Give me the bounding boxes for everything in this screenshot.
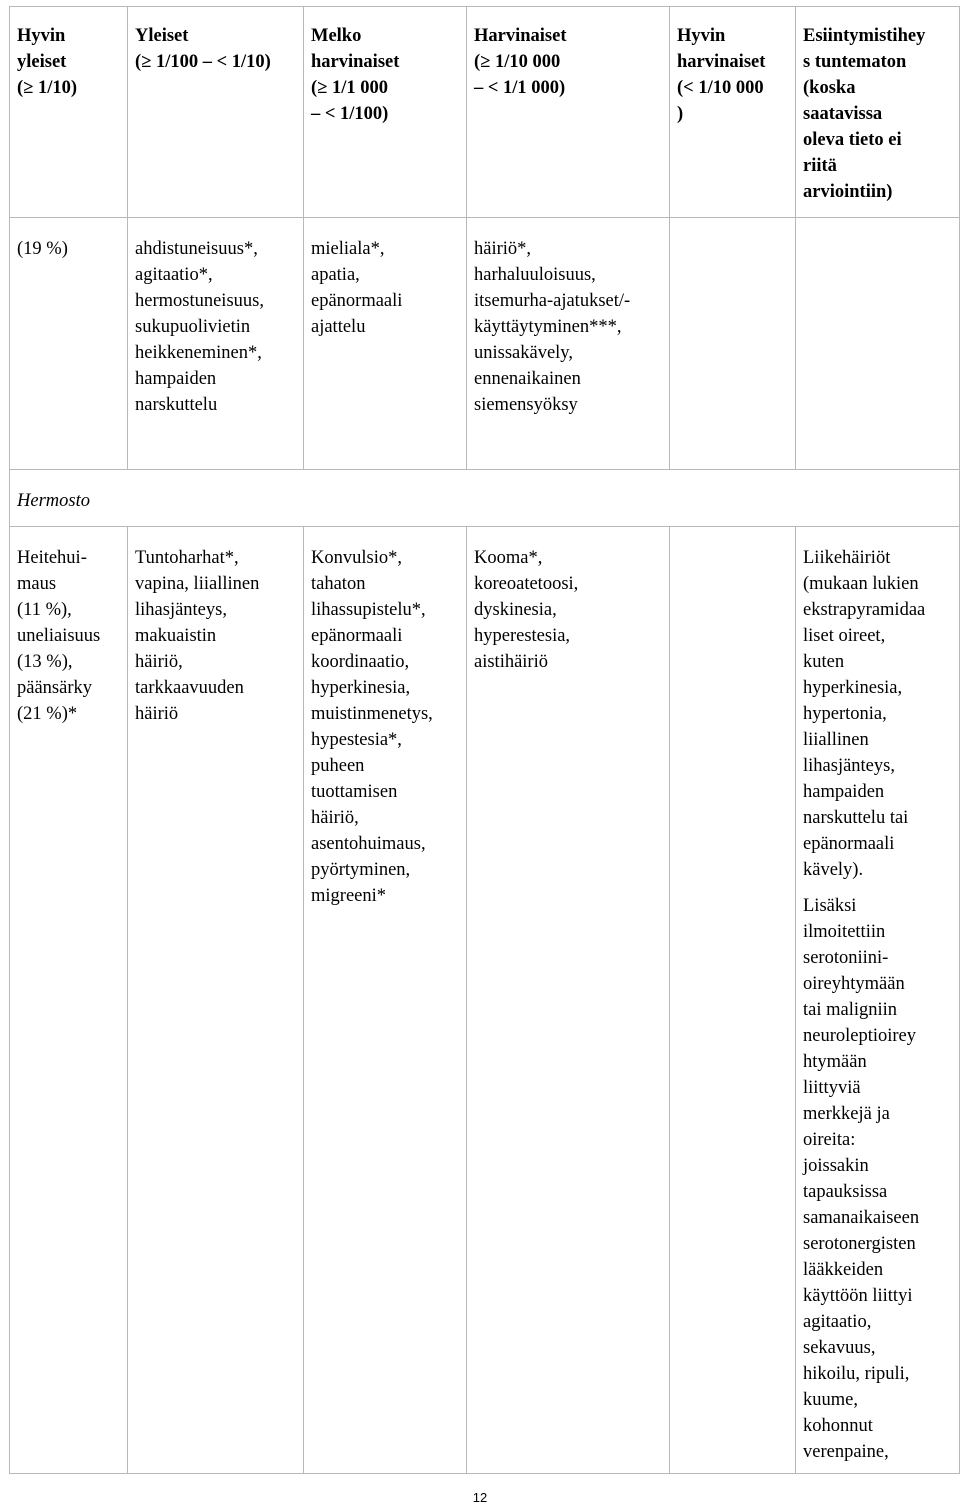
text-line: merkkejä ja [803, 1104, 890, 1124]
adverse-reactions-table [9, 6, 960, 1474]
text-line: (< 1/10 000 [677, 78, 764, 98]
section-row [10, 470, 960, 527]
text-line: unissakävely, [474, 343, 573, 363]
text-line: Tuntoharhat*, [135, 548, 239, 568]
text-line: oireita: [803, 1130, 856, 1150]
text-line: liset oireet, [803, 626, 886, 646]
text-line: Hyvin [677, 26, 726, 46]
text-line: pyörtyminen, [311, 860, 411, 880]
text-line: uneliaisuus [17, 626, 101, 646]
text-line: riitä [803, 156, 837, 176]
text-line: hypertonia, [803, 704, 887, 724]
text-line: oireyhtymään [803, 974, 905, 994]
text-line: kohonnut [803, 1416, 873, 1436]
text-line: (koska [803, 78, 856, 98]
text-line: Konvulsio*, [311, 548, 402, 568]
text-line: s tuntematon [803, 52, 907, 72]
text-line: asentohuimaus, [311, 834, 426, 854]
cell-very-common [10, 527, 128, 1474]
text-line: (13 %), [17, 652, 73, 672]
text-line: samanaikaiseen [803, 1208, 920, 1228]
cell-rare [467, 218, 670, 470]
text-line: (21 %)* [17, 704, 78, 724]
text-line: harvinaiset [311, 52, 400, 72]
text-line: yleiset [17, 52, 67, 72]
text-line: – < 1/100) [311, 104, 389, 124]
header-very-common [10, 7, 128, 218]
text-line: verenpaine, [803, 1442, 889, 1462]
text-line: serotoniini- [803, 948, 889, 968]
text-line: heikkeneminen*, [135, 343, 262, 363]
text-line: Yleiset [135, 26, 189, 46]
cell-common [128, 218, 304, 470]
text-line: hikoilu, ripuli, [803, 1364, 910, 1384]
section-title: Hermosto [10, 470, 960, 527]
header-row [10, 7, 960, 218]
text-line: häiriö, [311, 808, 359, 828]
text-line: kävely). [803, 860, 864, 880]
table-row [10, 527, 960, 1474]
text-line: epänormaali [311, 291, 403, 311]
header-very-rare [670, 7, 796, 218]
text-line: harhaluuloisuus, [474, 265, 596, 285]
text-line: ahdistuneisuus*, [135, 239, 258, 259]
text-line: epänormaali [803, 834, 895, 854]
text-line: oleva tieto ei [803, 130, 902, 150]
text-line: ennenaikainen [474, 369, 581, 389]
text-line: (19 %) [17, 239, 68, 259]
text-line: puheen [311, 756, 365, 776]
header-uncommon [304, 7, 467, 218]
text-line: migreeni* [311, 886, 387, 906]
text-line: neuroleptioirey [803, 1026, 917, 1046]
text-line: hyperkinesia, [803, 678, 903, 698]
text-line: Kooma*, [474, 548, 543, 568]
text-line: hyperkinesia, [311, 678, 411, 698]
text-line: koordinaatio, [311, 652, 410, 672]
text-line: käyttäytyminen***, [474, 317, 622, 337]
cell-common [128, 527, 304, 1474]
text-line: Esiintymistihey [803, 26, 926, 46]
text-line: (mukaan lukien [803, 574, 919, 594]
header-common [128, 7, 304, 218]
text-line: Hyvin [17, 26, 66, 46]
cell-not-known [796, 218, 960, 470]
cell-uncommon [304, 218, 467, 470]
header-rare [467, 7, 670, 218]
text-line: (≥ 1/1 000 [311, 78, 388, 98]
text-line: sukupuolivietin [135, 317, 251, 337]
text-line: apatia, [311, 265, 360, 285]
text-line: dyskinesia, [474, 600, 557, 620]
text-line: Melko [311, 26, 362, 46]
text-line: tarkkaavuuden [135, 678, 244, 698]
text-line: agitaatio*, [135, 265, 213, 285]
text-line: maus [17, 574, 57, 594]
text-line: itsemurha-ajatukset/- [474, 291, 631, 311]
cell-very-rare [670, 218, 796, 470]
text-line: sekavuus, [803, 1338, 876, 1358]
text-line: käyttöön liittyi [803, 1286, 913, 1306]
page-number: 12 [472, 1490, 488, 1505]
text-line: (≥ 1/10) [17, 78, 77, 98]
text-line: agitaatio, [803, 1312, 872, 1332]
text-line: päänsärky [17, 678, 92, 698]
movement-disorders-text [803, 545, 953, 883]
text-line: mieliala*, [311, 239, 385, 259]
text-line: epänormaali [311, 626, 403, 646]
text-line: Lisäksi [803, 896, 857, 916]
text-line: – < 1/1 000) [474, 78, 566, 98]
text-line: Harvinaiset [474, 26, 567, 46]
text-line: liiallinen [803, 730, 869, 750]
text-line: tahaton [311, 574, 366, 594]
text-line: Heitehui- [17, 548, 87, 568]
text-line: vapina, liiallinen [135, 574, 260, 594]
text-line: lihassupistelu*, [311, 600, 426, 620]
text-line: harvinaiset [677, 52, 766, 72]
text-line: häiriö*, [474, 239, 532, 259]
text-line: hyperestesia, [474, 626, 571, 646]
text-line: koreoatetoosi, [474, 574, 579, 594]
table-row [10, 218, 960, 470]
text-line: (≥ 1/100 – < 1/10) [135, 52, 271, 72]
text-line: arviointiin) [803, 182, 893, 202]
text-line: hampaiden [135, 369, 217, 389]
text-line: hermostuneisuus, [135, 291, 264, 311]
text-line: aistihäiriö [474, 652, 548, 672]
text-line: hypestesia*, [311, 730, 402, 750]
text-line: Liikehäiriöt [803, 548, 891, 568]
text-line: ) [677, 104, 684, 124]
text-line: kuten [803, 652, 845, 672]
text-line: liittyviä [803, 1078, 861, 1098]
text-line: kuume, [803, 1390, 858, 1410]
text-line: makuaistin [135, 626, 217, 646]
text-line: häiriö, [135, 652, 183, 672]
text-line: muistinmenetys, [311, 704, 433, 724]
cell-very-rare [670, 527, 796, 1474]
text-line: lihasjänteys, [803, 756, 895, 776]
text-line: narskuttelu [135, 395, 218, 415]
text-line: saatavissa [803, 104, 883, 124]
text-line: serotonergisten [803, 1234, 916, 1254]
text-line: joissakin [803, 1156, 869, 1176]
text-line: häiriö [135, 704, 179, 724]
text-line: hampaiden [803, 782, 885, 802]
text-line: htymään [803, 1052, 867, 1072]
text-line: ajattelu [311, 317, 366, 337]
text-line: ekstrapyramidaa [803, 600, 926, 620]
cell-very-common [10, 218, 128, 470]
cell-uncommon [304, 527, 467, 1474]
cell-rare [467, 527, 670, 1474]
text-line: lihasjänteys, [135, 600, 227, 620]
text-line: narskuttelu tai [803, 808, 909, 828]
text-line: tapauksissa [803, 1182, 888, 1202]
serotonin-syndrome-text [803, 893, 953, 1465]
text-line: ilmoitettiin [803, 922, 886, 942]
text-line: (11 %), [17, 600, 72, 620]
text-line: (≥ 1/10 000 [474, 52, 561, 72]
text-line: siemensyöksy [474, 395, 578, 415]
header-not-known [796, 7, 960, 218]
text-line: lääkkeiden [803, 1260, 884, 1280]
text-line: tai maligniin [803, 1000, 898, 1020]
cell-not-known [796, 527, 960, 1474]
text-line: tuottamisen [311, 782, 398, 802]
